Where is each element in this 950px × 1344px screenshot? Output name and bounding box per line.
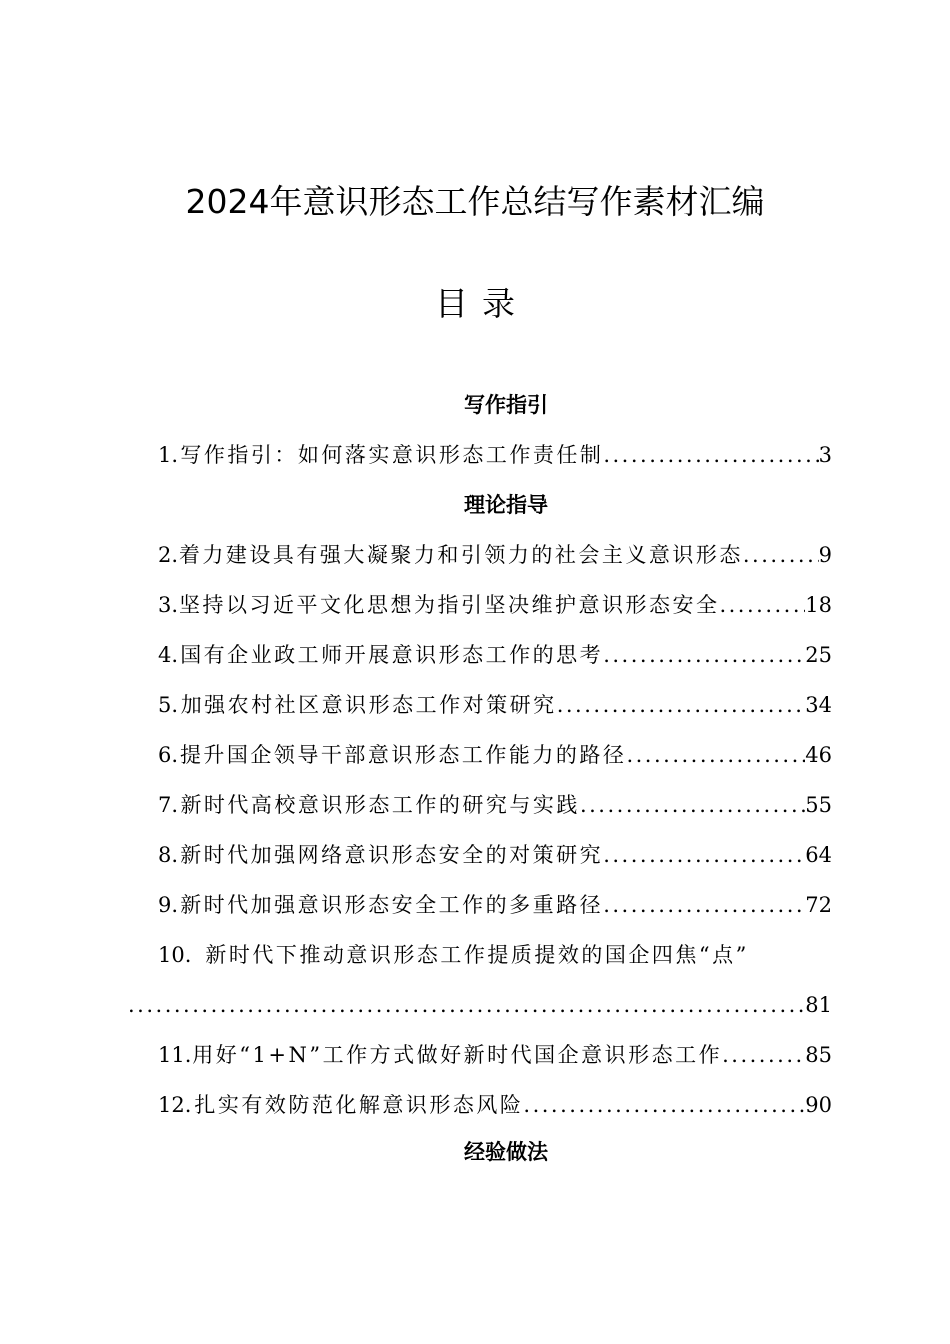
section-heading-experience: 经验做法 <box>464 1140 548 1164</box>
toc-entry-page: 64 <box>805 843 832 867</box>
toc-leader-dots <box>626 740 805 770</box>
toc-entry-page: 81 <box>805 993 832 1017</box>
toc-entry-page: 9 <box>818 543 832 567</box>
toc-entry-11[interactable] <box>158 1040 832 1070</box>
toc-entry-page: 18 <box>805 593 832 617</box>
toc-leader-dots <box>128 990 805 1020</box>
toc-entry-title: 扎实有效防范化解意识形态风险 <box>194 1093 524 1117</box>
toc-entry-page: 90 <box>805 1093 832 1117</box>
toc-entry-10-continuation[interactable] <box>128 990 832 1020</box>
toc-entry-9[interactable] <box>158 890 832 920</box>
toc-leader-dots <box>557 690 806 720</box>
toc-entry-number: 5. <box>158 693 179 717</box>
toc-heading: 目录 <box>435 284 529 323</box>
toc-entry-5[interactable] <box>158 690 832 720</box>
toc-entry-number: 12. <box>158 1093 192 1117</box>
toc-entry-title: 新时代加强意识形态安全工作的多重路径 <box>180 893 604 917</box>
toc-entry-number: 8. <box>158 843 179 867</box>
toc-leader-dots <box>722 1040 805 1070</box>
toc-entry-title: 提升国企领导干部意识形态工作能力的路径 <box>179 743 627 767</box>
toc-entry-1[interactable] <box>158 440 832 470</box>
toc-leader-dots <box>603 890 805 920</box>
toc-entry-number: 3. <box>158 593 179 617</box>
section-heading-theory: 理论指导 <box>464 493 548 517</box>
toc-entry-title: 写作指引：如何落实意识形态工作责任制 <box>180 443 604 467</box>
toc-entry-number: 1. <box>158 443 179 467</box>
document-title: 2024年意识形态工作总结写作素材汇编 <box>185 182 765 221</box>
toc-leader-dots <box>603 640 805 670</box>
toc-entry-title: 坚持以习近平文化思想为指引坚决维护意识形态安全 <box>178 593 720 617</box>
toc-leader-dots <box>743 540 819 570</box>
toc-entry-title: 着力建设具有强大凝聚力和引领力的社会主义意识形态 <box>178 543 743 567</box>
toc-entry-number: 6. <box>158 743 179 767</box>
toc-entry-2[interactable] <box>158 540 832 570</box>
toc-entry-title: 新时代加强网络意识形态安全的对策研究 <box>180 843 604 867</box>
toc-entry-number: 11. <box>158 1043 192 1067</box>
toc-entry-8[interactable] <box>158 840 832 870</box>
toc-entry-title: 新时代高校意识形态工作的研究与实践 <box>180 793 580 817</box>
toc-entry-page: 46 <box>805 743 832 767</box>
toc-leader-dots <box>523 1090 805 1120</box>
toc-leader-dots <box>603 840 805 870</box>
toc-entry-number: 10. <box>158 943 192 967</box>
toc-entry-4[interactable] <box>158 640 832 670</box>
toc-entry-3[interactable] <box>158 590 832 620</box>
toc-leader-dots <box>719 590 805 620</box>
toc-entry-page: 3 <box>818 443 832 467</box>
toc-entry-number: 7. <box>158 793 179 817</box>
toc-entry-page: 25 <box>805 643 832 667</box>
toc-entry-number: 4. <box>158 643 179 667</box>
toc-entry-12[interactable] <box>158 1090 832 1120</box>
toc-entry-number: 2. <box>158 543 179 567</box>
toc-entry-title: 用好“1+N”工作方式做好新时代国企意识形态工作 <box>192 1043 723 1067</box>
toc-entry-page: 55 <box>805 793 832 817</box>
toc-entry-7[interactable] <box>158 790 832 820</box>
toc-entry-6[interactable] <box>158 740 832 770</box>
toc-entry-page: 34 <box>805 693 832 717</box>
toc-leader-dots <box>580 790 805 820</box>
toc-entry-page: 72 <box>805 893 832 917</box>
toc-entry-number: 9. <box>158 893 179 917</box>
toc-entry-title: 加强农村社区意识形态工作对策研究 <box>180 693 557 717</box>
toc-entry-10[interactable] <box>158 940 832 970</box>
toc-entry-title: 国有企业政工师开展意识形态工作的思考 <box>180 643 604 667</box>
toc-entry-page: 85 <box>805 1043 832 1067</box>
section-heading-writing-guide: 写作指引 <box>464 393 548 417</box>
toc-leader-dots <box>603 440 818 470</box>
toc-entry-title: 新时代下推动意识形态工作提质提效的国企四焦“点” <box>205 943 749 967</box>
